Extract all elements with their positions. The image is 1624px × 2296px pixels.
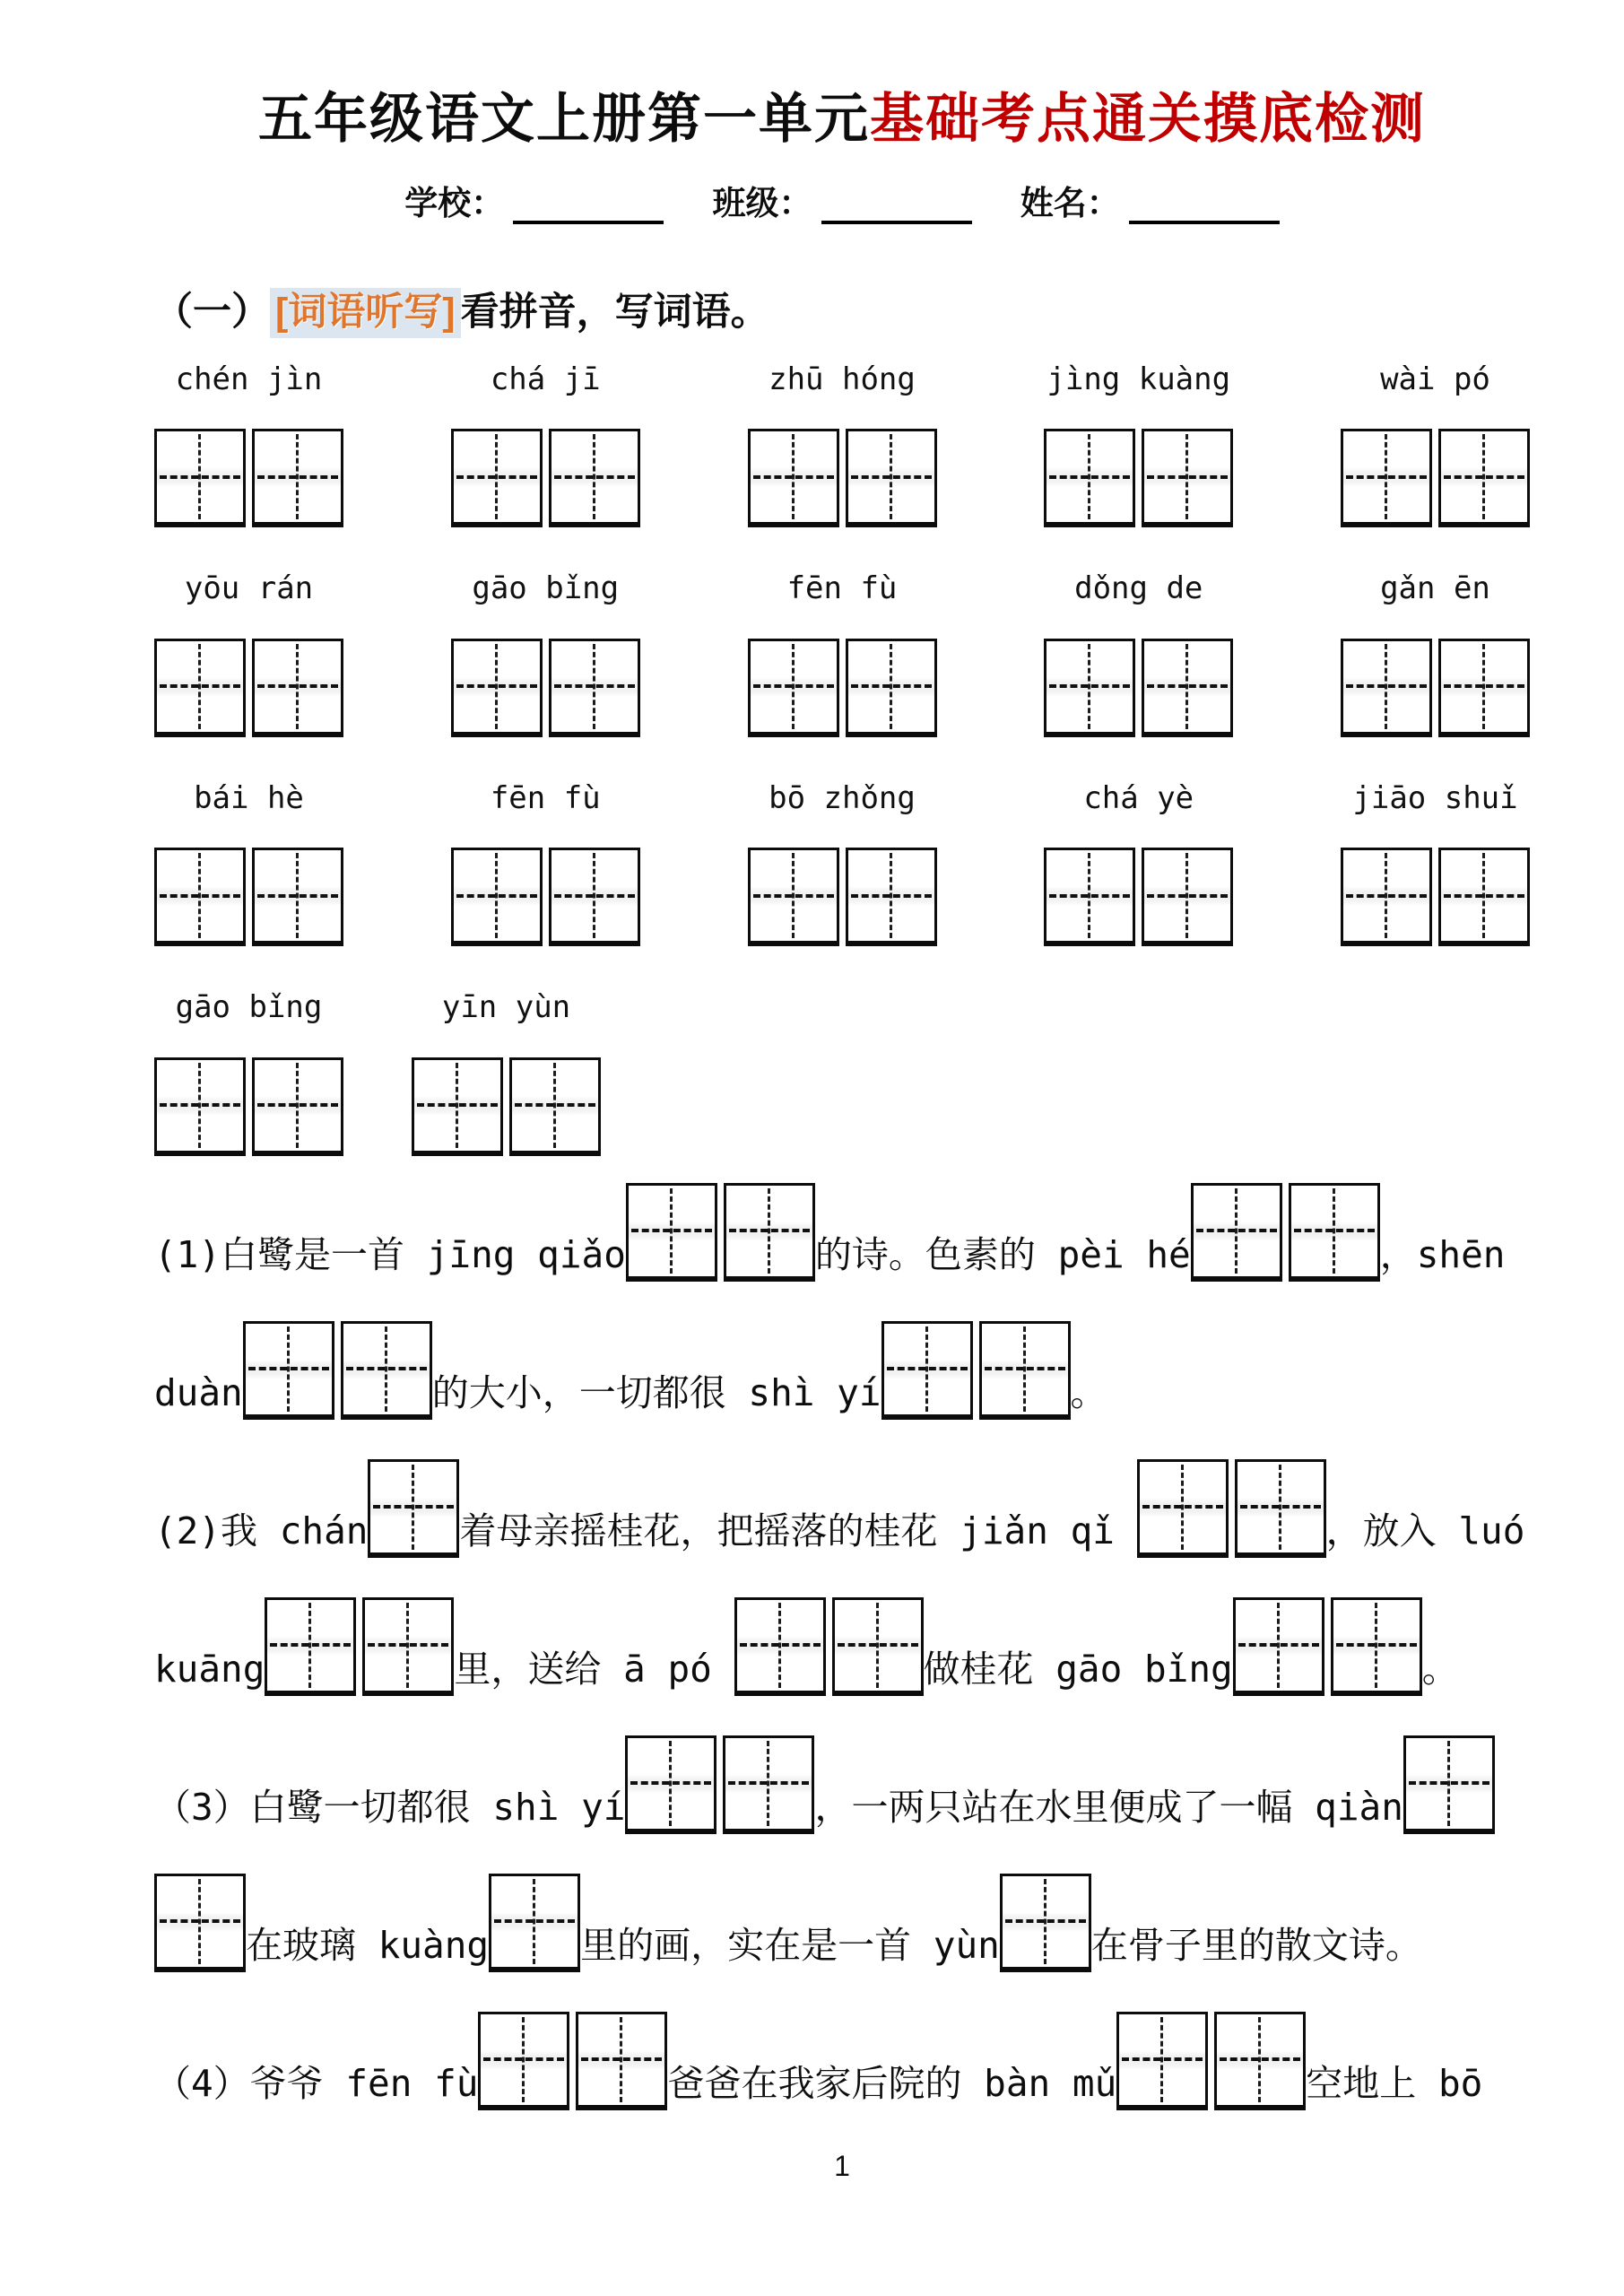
title-red-part: 基础考点通关摸底检测 — [870, 89, 1426, 149]
name-field — [1020, 176, 1280, 224]
pinyin-label: fēn fù — [490, 779, 601, 816]
writing-box-pair — [748, 429, 937, 527]
word-row-2 — [154, 572, 1530, 736]
writing-box-pair — [734, 1597, 924, 1696]
writing-box[interactable] — [748, 639, 839, 737]
pinyin-label: yīn yùn — [441, 989, 571, 1026]
sentence-text: (1)白鹭是一首 jīng qiǎo — [154, 1233, 626, 1277]
section-instruction: 看拼音，写词语。 — [460, 291, 769, 334]
writing-box[interactable] — [1438, 639, 1530, 737]
word-group — [451, 779, 640, 946]
writing-box-pair — [626, 1183, 815, 1282]
writing-box[interactable] — [1341, 848, 1432, 946]
writing-box[interactable] — [341, 1321, 432, 1420]
writing-box[interactable] — [1438, 848, 1530, 946]
word-group — [1044, 779, 1233, 946]
sentence-text: 着母亲摇桂花，把摇落的桂花 jiǎn qǐ — [459, 1509, 1137, 1553]
pinyin-label: bō zhǒng — [769, 779, 916, 816]
sentence-text: 的大小，一切都很 shì yí — [431, 1371, 881, 1415]
writing-box[interactable] — [1438, 429, 1530, 527]
word-group — [1341, 363, 1530, 527]
writing-box-single — [489, 1874, 580, 1972]
writing-box-single — [1403, 1735, 1495, 1834]
writing-box-pair — [748, 848, 937, 946]
sentence-text: duàn — [154, 1371, 243, 1415]
writing-box-pair — [451, 639, 640, 737]
writing-box-pair — [881, 1321, 1071, 1420]
sentence-text: 空地上 bō — [1306, 2062, 1483, 2106]
writing-box[interactable] — [451, 639, 543, 737]
pinyin-label: yōu rán — [184, 570, 314, 607]
writing-box-pair — [265, 1597, 454, 1696]
writing-box[interactable] — [1341, 429, 1432, 527]
sentence-2-line-2 — [154, 1597, 1530, 1696]
writing-box-pair — [451, 429, 640, 527]
pinyin-label: zhū hóng — [769, 361, 916, 397]
sentence-text: 在玻璃 kuàng — [246, 1924, 490, 1968]
writing-box[interactable] — [881, 1321, 973, 1420]
writing-box-pair — [1137, 1459, 1326, 1558]
pinyin-label: jiāo shuǐ — [1352, 779, 1518, 816]
writing-box[interactable] — [1341, 639, 1432, 737]
pinyin-label: chén jìn — [175, 361, 323, 397]
writing-box[interactable] — [1403, 1735, 1495, 1834]
writing-box-pair — [243, 1321, 432, 1420]
writing-box-pair — [1044, 429, 1233, 527]
pinyin-word-grid — [154, 363, 1530, 1156]
writing-box[interactable] — [549, 848, 640, 946]
writing-box[interactable] — [626, 1183, 717, 1282]
writing-box-pair — [1191, 1183, 1380, 1282]
writing-box[interactable] — [252, 429, 343, 527]
word-row-3 — [154, 779, 1530, 946]
pinyin-label: gāo bǐng — [175, 989, 323, 1026]
sentence-text: 里，送给 ā pó — [454, 1648, 734, 1692]
word-group — [748, 363, 937, 527]
writing-box[interactable] — [509, 1057, 601, 1156]
writing-box-pair — [451, 848, 640, 946]
writing-box[interactable] — [1000, 1874, 1091, 1972]
sentence-text: （3）白鹭一切都很 shì yí — [154, 1786, 626, 1830]
word-group — [154, 572, 343, 736]
word-group — [154, 991, 343, 1155]
page-title — [154, 85, 1530, 152]
sentence-text: 爸爸在我家后院的 bàn mǔ — [667, 2062, 1117, 2106]
writing-box[interactable] — [1289, 1183, 1380, 1282]
pinyin-label: chá jī — [490, 361, 601, 397]
sentence-text: kuāng — [154, 1648, 265, 1692]
word-group — [154, 363, 343, 527]
word-group — [412, 991, 601, 1155]
writing-box-pair — [1044, 848, 1233, 946]
writing-box[interactable] — [154, 639, 246, 737]
pinyin-label: dǒng de — [1074, 570, 1203, 607]
writing-box[interactable] — [1191, 1183, 1282, 1282]
pinyin-label: wài pó — [1380, 361, 1490, 397]
writing-box[interactable] — [1142, 848, 1233, 946]
writing-box[interactable] — [979, 1321, 1071, 1420]
writing-box-pair — [625, 1735, 814, 1834]
sentence-4-line-1 — [154, 2012, 1530, 2110]
pinyin-label: fēn fù — [786, 570, 898, 607]
writing-box[interactable] — [1142, 429, 1233, 527]
writing-box[interactable] — [1137, 1459, 1229, 1558]
writing-box-single — [368, 1459, 459, 1558]
sentence-3-line-2 — [154, 1874, 1530, 1972]
writing-box-pair — [478, 2012, 667, 2110]
writing-box-pair — [154, 639, 343, 737]
sentence-text: (2)我 chán — [154, 1509, 369, 1553]
writing-box[interactable] — [576, 2012, 667, 2110]
writing-box[interactable] — [265, 1597, 356, 1696]
word-group — [1044, 363, 1233, 527]
writing-box-single — [154, 1874, 246, 1972]
writing-box-pair — [1233, 1597, 1422, 1696]
sentence-text: ，放入 luó — [1325, 1509, 1525, 1553]
sentence-text: 。 — [1421, 1648, 1459, 1692]
writing-box[interactable] — [846, 429, 937, 527]
writing-box[interactable] — [734, 1597, 826, 1696]
pinyin-label: gǎn ēn — [1380, 570, 1490, 607]
sentence-text: ，一两只站在水里便成了一幅 qiàn — [814, 1786, 1403, 1830]
writing-box[interactable] — [252, 1057, 343, 1156]
sentence-2-line-1 — [154, 1459, 1530, 1558]
writing-box-single — [1000, 1874, 1091, 1972]
writing-box[interactable] — [412, 1057, 503, 1156]
writing-box[interactable] — [846, 639, 937, 737]
sentence-3-line-1 — [154, 1735, 1530, 1834]
page-number: 1 — [834, 2149, 850, 2182]
word-group — [1341, 572, 1530, 736]
title-black-part: 五年级语文上册第一单元 — [258, 89, 870, 149]
writing-box[interactable] — [625, 1735, 716, 1834]
writing-box[interactable] — [549, 639, 640, 737]
name-label: 姓名： — [1020, 185, 1120, 222]
writing-box[interactable] — [549, 429, 640, 527]
section-heading — [154, 282, 1530, 336]
school-label: 学校： — [404, 185, 505, 222]
class-label: 班级： — [712, 185, 812, 222]
section-tag: [词语听写] — [270, 288, 461, 338]
student-info-line — [154, 176, 1530, 224]
writing-box[interactable] — [1214, 2012, 1306, 2110]
writing-box[interactable] — [724, 1183, 815, 1282]
sentence-text: 做桂花 gāo bǐng — [923, 1648, 1233, 1692]
word-group — [748, 572, 937, 736]
pinyin-label: gāo bǐng — [472, 570, 620, 607]
writing-box[interactable] — [723, 1735, 814, 1834]
writing-box[interactable] — [252, 848, 343, 946]
writing-box-pair — [1341, 639, 1530, 737]
pinyin-label: jìng kuàng — [1046, 361, 1231, 397]
pinyin-label: bái hè — [194, 779, 304, 816]
word-row-1 — [154, 363, 1530, 527]
writing-box[interactable] — [1235, 1459, 1326, 1558]
writing-box-pair — [1044, 639, 1233, 737]
writing-box[interactable] — [1331, 1597, 1422, 1696]
sentence-text: （4）爷爷 fēn fù — [154, 2062, 479, 2106]
writing-box[interactable] — [1044, 848, 1135, 946]
writing-box[interactable] — [489, 1874, 580, 1972]
writing-box[interactable] — [252, 639, 343, 737]
writing-box[interactable] — [1233, 1597, 1324, 1696]
writing-box[interactable] — [748, 429, 839, 527]
class-blank[interactable] — [821, 189, 972, 224]
writing-box[interactable] — [154, 1057, 246, 1156]
writing-box-pair — [154, 429, 343, 527]
sentence-text: ，shēn — [1379, 1233, 1506, 1277]
writing-box-pair — [154, 848, 343, 946]
writing-box[interactable] — [154, 1874, 246, 1972]
word-group — [451, 572, 640, 736]
writing-box[interactable] — [748, 848, 839, 946]
writing-box-pair — [748, 639, 937, 737]
writing-box[interactable] — [846, 848, 937, 946]
pinyin-label: chá yè — [1083, 779, 1194, 816]
writing-box-pair — [1341, 848, 1530, 946]
writing-box[interactable] — [362, 1597, 454, 1696]
name-blank[interactable] — [1129, 189, 1280, 224]
section-number: （一） — [154, 291, 270, 334]
writing-box[interactable] — [1044, 639, 1135, 737]
word-group — [451, 363, 640, 527]
writing-box[interactable] — [154, 848, 246, 946]
writing-box[interactable] — [1142, 639, 1233, 737]
writing-box-pair — [412, 1057, 601, 1156]
sentence-text: 在骨子里的散文诗。 — [1090, 1924, 1422, 1968]
word-row-4 — [154, 991, 1530, 1155]
class-field — [713, 176, 972, 224]
sentence-text: 。 — [1070, 1371, 1107, 1415]
writing-box[interactable] — [243, 1321, 334, 1420]
writing-box[interactable] — [1044, 429, 1135, 527]
fill-in-sentences — [154, 1183, 1530, 2110]
word-group — [1341, 779, 1530, 946]
sentence-text: 里的画，实在是一首 yùn — [580, 1924, 1000, 1968]
writing-box[interactable] — [451, 848, 543, 946]
word-group — [1044, 572, 1233, 736]
sentence-1-line-1 — [154, 1183, 1530, 1282]
writing-box[interactable] — [368, 1459, 459, 1558]
school-blank[interactable] — [513, 189, 664, 224]
writing-box-pair — [154, 1057, 343, 1156]
writing-box[interactable] — [478, 2012, 569, 2110]
sentence-1-line-2 — [154, 1321, 1530, 1420]
school-field — [404, 176, 664, 224]
sentence-text: 的诗。色素的 pèi hé — [814, 1233, 1191, 1277]
word-group — [748, 779, 937, 946]
writing-box-pair — [1341, 429, 1530, 527]
writing-box[interactable] — [451, 429, 543, 527]
writing-box-pair — [1116, 2012, 1306, 2110]
writing-box[interactable] — [832, 1597, 924, 1696]
word-group — [154, 779, 343, 946]
writing-box[interactable] — [154, 429, 246, 527]
writing-box[interactable] — [1116, 2012, 1208, 2110]
